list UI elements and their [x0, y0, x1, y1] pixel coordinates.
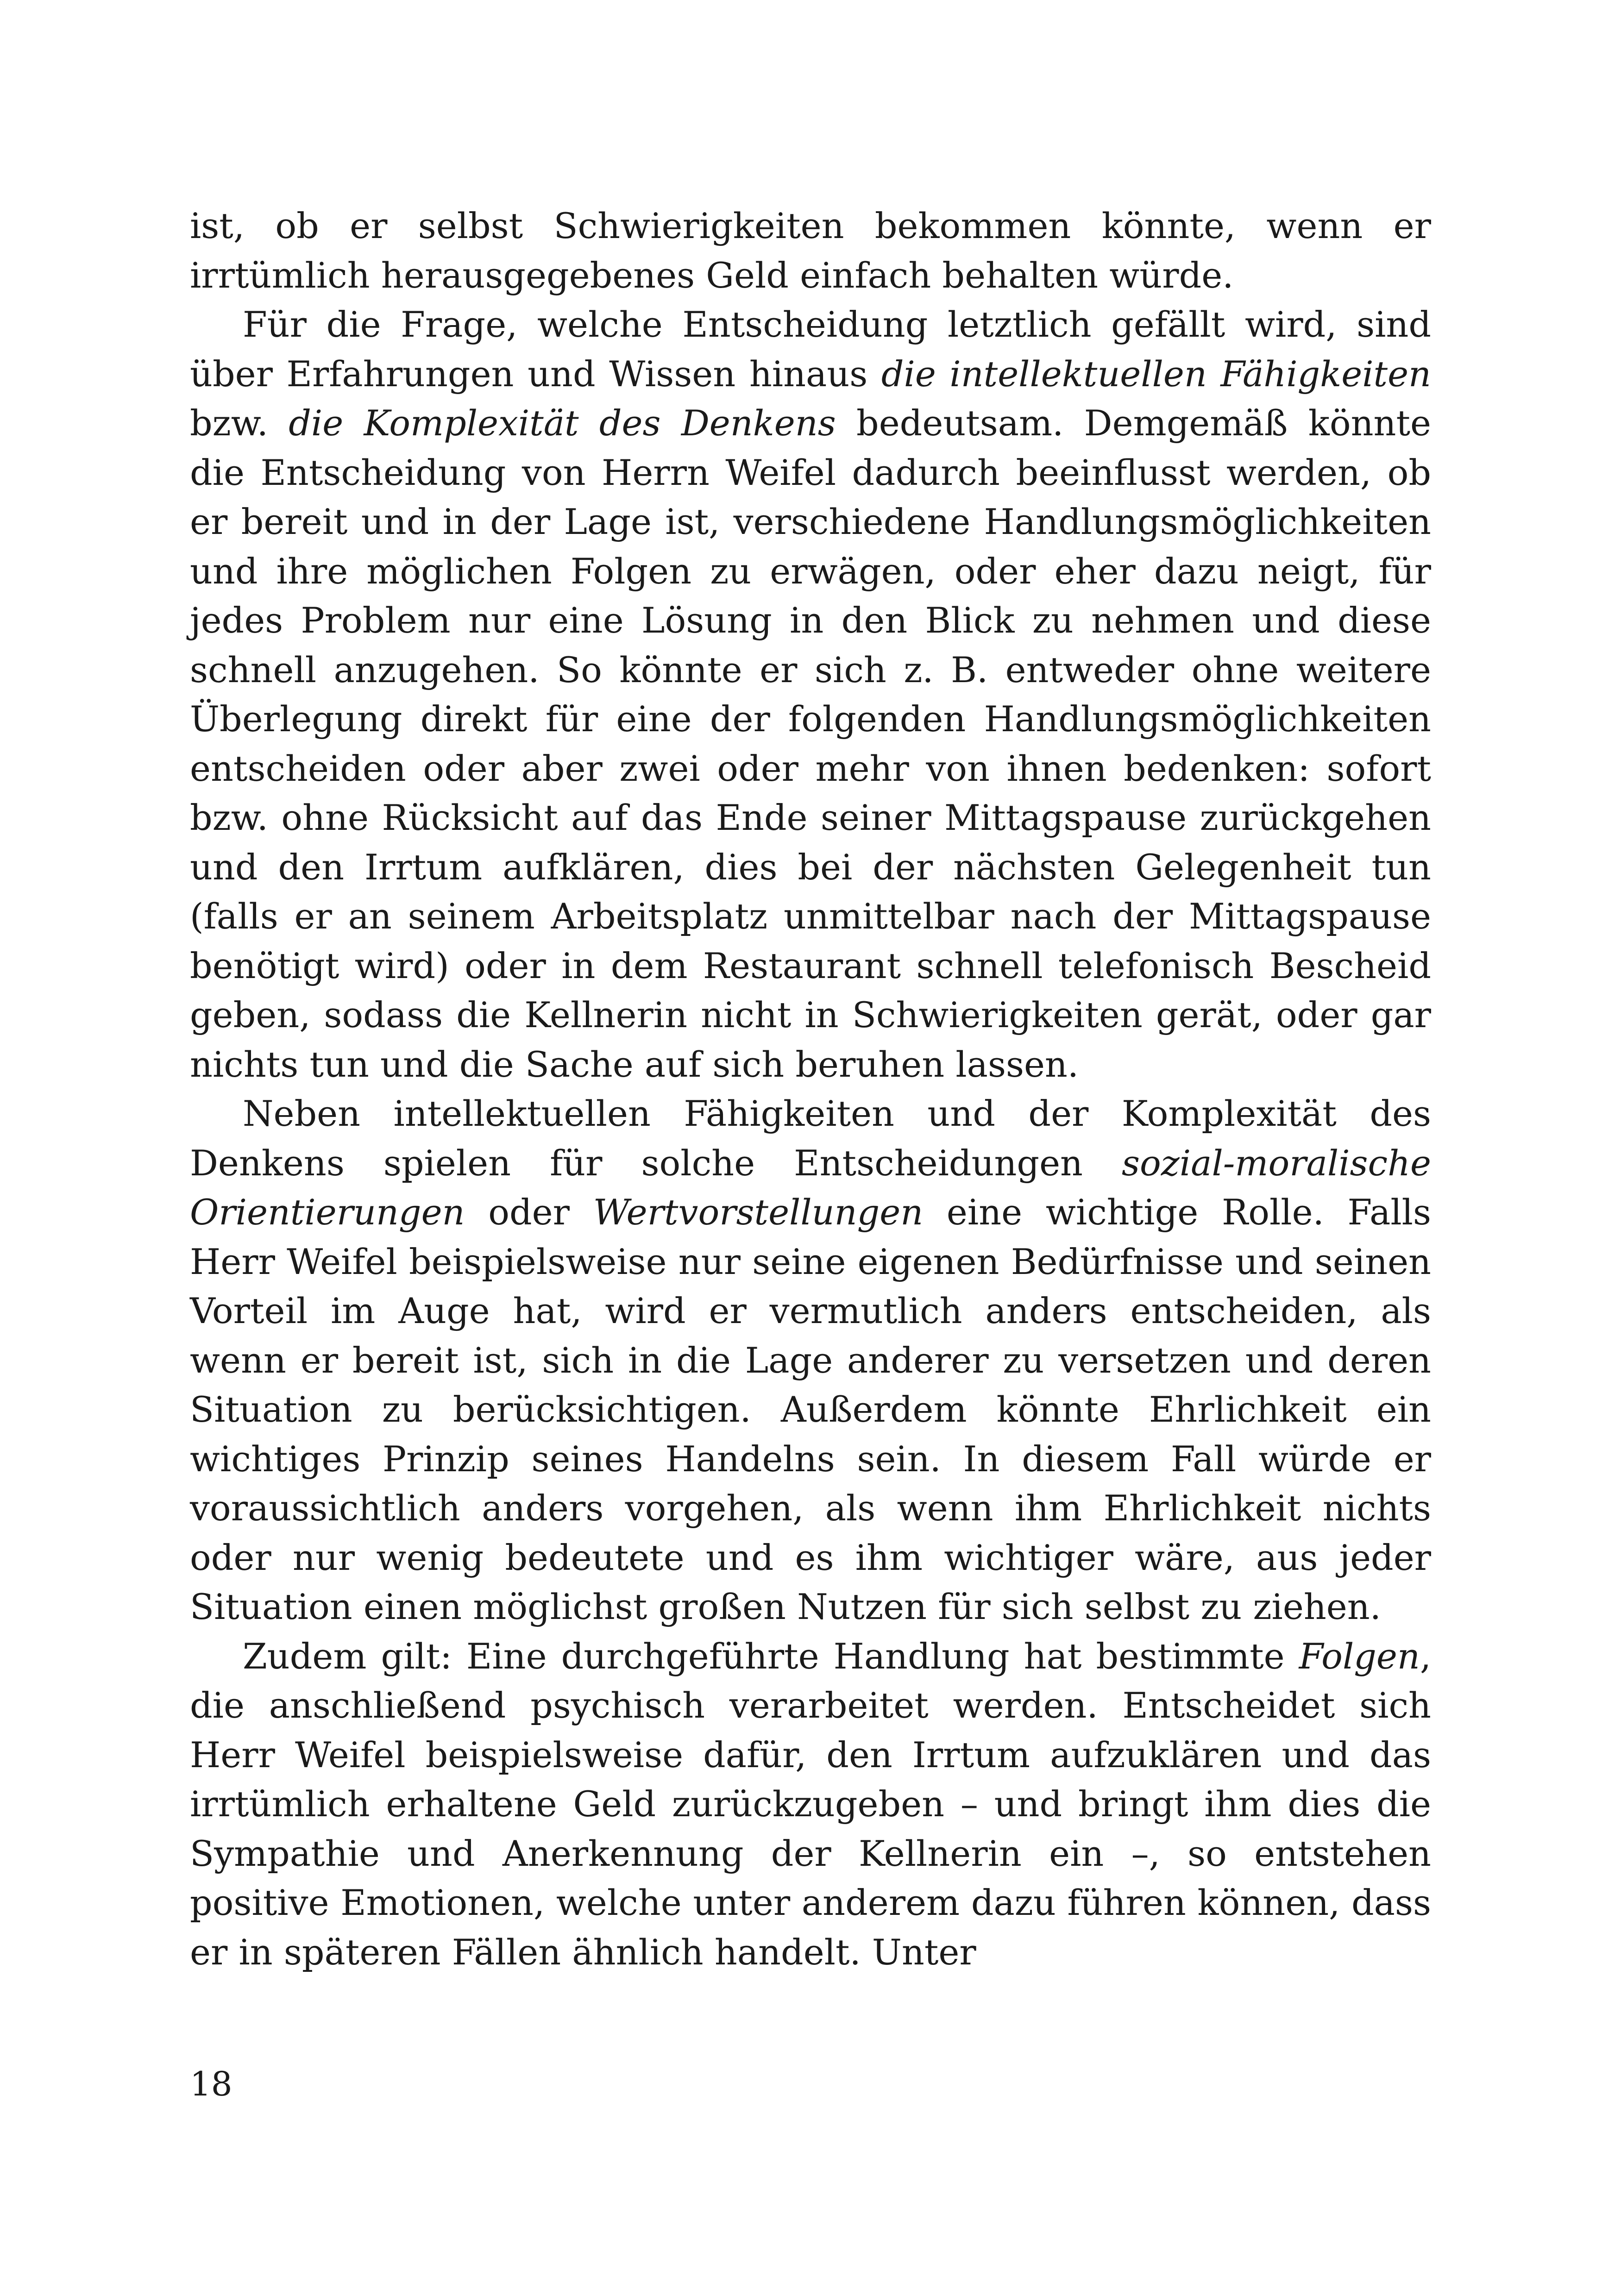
emphasized-text: die Komplexität des Denkens [289, 402, 836, 444]
text-run: bzw. [190, 402, 289, 444]
emphasized-text: Wertvorstellungen [593, 1192, 924, 1233]
paragraph [190, 1632, 1431, 1977]
paragraph [190, 201, 1431, 300]
emphasized-text: sozial-moralische Orientierungen [190, 1142, 1431, 1233]
text-run: ist, ob er selbst Schwierigkeiten bekommen könnte, wenn er irrtümlich herausgegebenes Geld einfach behalten würde. [190, 205, 1431, 296]
text-run: Neben intellektuellen Fähigkeiten und der Komplexität des Denkens spielen für solche Entscheidungen [190, 1093, 1431, 1184]
page-number: 18 [190, 2064, 232, 2103]
text-run: eine wichtige Rolle. Falls Herr Weifel beispielsweise nur seine eigenen Bedürfnisse und seinen Vorteil im Auge hat, wird er vermutlich anders entscheiden, als wenn er bereit ist, sich in die Lage anderer zu versetzen und deren Situation zu berücksichtigen. Außerdem könnte Ehrlichkeit ein wichtiges Prinzip seines Handelns sein. In diesem Fall würde er voraussichtlich anders vorgehen, als wenn ihm Ehrlichkeit nichts oder nur wenig bedeutete und es ihm wichtiger wäre, aus jeder Situation einen möglichst großen Nutzen für sich selbst zu ziehen. [190, 1192, 1431, 1627]
text-run: , die anschließend psychisch verarbeitet werden. Entscheidet sich Herr Weifel beispielsweise dafür, den Irrtum aufzuklären und das irrtümlich erhaltene Geld zurückzugeben – und bringt ihm dies die Sympathie und Anerkennung der Kellnerin ein –, so entstehen positive Emotionen, welche unter anderem dazu führen können, dass er in späteren Fällen ähnlich handelt. Unter [190, 1635, 1431, 1973]
paragraph [190, 300, 1431, 1089]
text-run: bedeutsam. Demgemäß könnte die Entscheidung von Herrn Weifel dadurch beeinflusst werden, ob er bereit und in der Lage ist, verschiedene Handlungsmöglichkeiten und ihre möglichen Folgen zu erwägen, oder eher dazu neigt, für jedes Problem nur eine Lösung in den Blick zu nehmen und diese schnell anzugehen. So könnte er sich z. B. entweder ohne weitere Überlegung direkt für eine der folgenden Handlungsmöglichkeiten entscheiden oder aber zwei oder mehr von ihnen bedenken: sofort bzw. ohne Rücksicht auf das Ende seiner Mittagspause zurückgehen und den Irrtum aufklären, dies bei der nächsten Gelegenheit tun (falls er an seinem Arbeitsplatz unmittelbar nach der Mittagspause benötigt wird) oder in dem Restaurant schnell telefonisch Bescheid geben, sodass die Kellnerin nicht in Schwierigkeiten gerät, oder gar nichts tun und die Sache auf sich beruhen lassen. [190, 402, 1431, 1085]
emphasized-text: Folgen [1299, 1635, 1420, 1677]
text-run: oder [465, 1192, 593, 1233]
paragraph [190, 1089, 1431, 1632]
emphasized-text: die intellektuellen Fähigkeiten [881, 353, 1431, 395]
body-text [190, 201, 1431, 1977]
text-run: Zudem gilt: Eine durchgeführte Handlung hat bestimmte [243, 1635, 1299, 1677]
text-run: Für die Frage, welche Entscheidung letztlich gefällt wird, sind über Erfahrungen und Wissen hinaus [190, 304, 1431, 395]
